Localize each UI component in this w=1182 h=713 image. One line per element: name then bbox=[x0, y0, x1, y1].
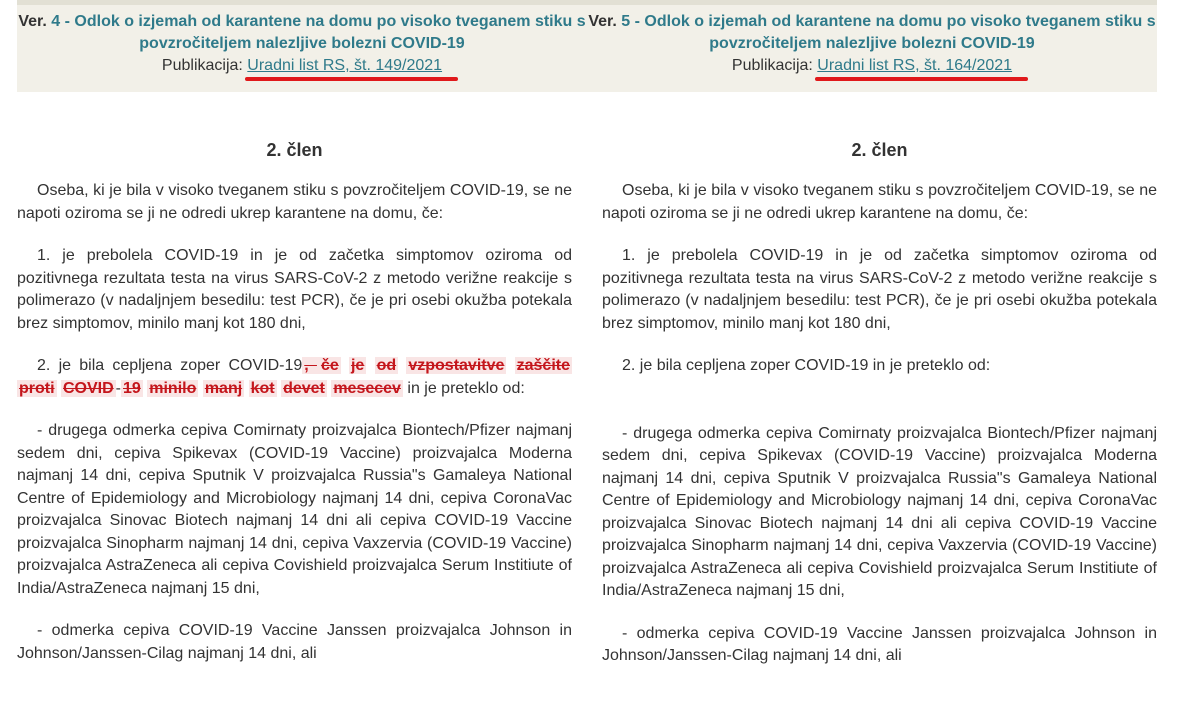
deleted-text: manj bbox=[204, 379, 243, 397]
deleted-text: kot bbox=[250, 379, 275, 397]
publication-link[interactable] bbox=[247, 57, 442, 74]
deleted-text: 19 bbox=[123, 379, 141, 397]
version-number: 5 bbox=[621, 13, 631, 30]
publication-label: Publikacija: bbox=[161, 57, 248, 74]
paragraph-with-deletions bbox=[17, 355, 572, 400]
deleted-text: minilo bbox=[149, 379, 197, 397]
publication-line bbox=[587, 55, 1157, 77]
red-underline-annotation bbox=[815, 77, 1028, 81]
paragraph: - drugega odmerka cepiva Comirnaty proizvajalca Biontech/Pfizer najmanj sedem dni, cepiva Spikevax (COVID-19 Vaccine) proizvajalca Moderna najmanj 14 dni, cepiva Sputnik V proizvajalca Russia"s Gamaleya National Centre of Epidemiology and Microbiology najmanj 14 dni, cepiva CoronaVac proizvajalca Sinovac Biotech najmanj 14 dni ali cepiva COVID-19 Vaccine proizvajalca Sinopharm najmanj 14 dni, cepiva Vaxzervia (COVID-19 Vaccine) proizvajalca AstraZeneca ali cepiva Covishield proizvajalca Serum Institiute of India/AstraZeneca najmanj 15 dni, bbox=[17, 422, 572, 597]
publication-link[interactable] bbox=[817, 57, 1012, 74]
deleted-text: je bbox=[350, 357, 365, 374]
deleted-text: vzpostavitve bbox=[408, 357, 505, 374]
deleted-text: proti bbox=[19, 379, 55, 397]
right-article-column bbox=[602, 138, 1157, 688]
paragraph: 2. je bila cepljena zoper COVID-19 in je preteklo od: bbox=[622, 357, 991, 374]
paragraph: - odmerka cepiva COVID-19 Vaccine Janssen proizvajalca Johnson in Johnson/Janssen-Cilag najmanj 14 dni, ali bbox=[17, 622, 572, 662]
deleted-text: če bbox=[320, 357, 339, 374]
alignment-spacer bbox=[602, 378, 1157, 423]
deleted-text: zaščite bbox=[516, 357, 570, 374]
paragraph-text: in je preteklo od: bbox=[402, 379, 525, 397]
version-number: 4 bbox=[51, 13, 61, 30]
article-heading: 2. člen bbox=[851, 140, 908, 160]
regulation-title: - Odlok o izjemah od karantene na domu po visoko tveganem stiku s povzročiteljem nalezljive bolezni COVID-19 bbox=[60, 13, 586, 52]
publication-line bbox=[17, 55, 587, 77]
deleted-text: COVID bbox=[63, 379, 114, 397]
publication-link-text[interactable]: Uradni list RS, št. 149/2021 bbox=[247, 57, 443, 74]
article-heading: 2. člen bbox=[266, 140, 323, 160]
paragraph-text: 2. je bila cepljena zoper COVID-19 bbox=[37, 357, 303, 374]
red-underline-annotation bbox=[245, 77, 458, 81]
left-version-title bbox=[17, 11, 587, 55]
deleted-text: , bbox=[304, 357, 317, 374]
left-article-column bbox=[17, 138, 572, 685]
right-version-title bbox=[587, 11, 1157, 55]
paragraph: - odmerka cepiva COVID-19 Vaccine Janssen proizvajalca Johnson in Johnson/Janssen-Cilag najmanj 14 dni, ali bbox=[602, 624, 1157, 664]
left-version-header bbox=[17, 11, 587, 77]
paragraph: - drugega odmerka cepiva Comirnaty proizvajalca Biontech/Pfizer najmanj sedem dni, cepiva Spikevax (COVID-19 Vaccine) proizvajalca Moderna najmanj 14 dni, cepiva Sputnik V proizvajalca Russia"s Gamaleya National Centre of Epidemiology and Microbiology najmanj 14 dni, cepiva CoronaVac proizvajalca Sinovac Biotech najmanj 14 dni ali cepiva COVID-19 Vaccine proizvajalca Sinopharm najmanj 14 dni, cepiva Vaxzervia (COVID-19 Vaccine) proizvajalca AstraZeneca ali cepiva Covishield proizvajalca Serum Institiute of India/AstraZeneca najmanj 15 dni, bbox=[602, 424, 1157, 599]
deleted-text: mesecev bbox=[333, 379, 401, 397]
version-label: Ver. bbox=[18, 13, 47, 30]
paragraph: Oseba, ki je bila v visoko tveganem stiku s povzročiteljem COVID-19, se ne napoti oziroma se ji ne odredi ukrep karantene na domu, če: bbox=[602, 182, 1157, 222]
paragraph: Oseba, ki je bila v visoko tveganem stiku s povzročiteljem COVID-19, se ne napoti oziroma se ji ne odredi ukrep karantene na domu, če: bbox=[17, 182, 572, 222]
paragraph: 1. je prebolela COVID-19 in je od začetka simptomov oziroma od pozitivnega rezultata testa na virus SARS-CoV-2 z metodo verižne reakcije s polimerazo (v nadaljnjem besedilu: test PCR), če je pri osebi okužba potekala brez simptomov, minilo manj kot 180 dni, bbox=[17, 247, 572, 332]
deleted-text: devet bbox=[283, 379, 325, 397]
publication-link-text[interactable]: Uradni list RS, št. 164/2021 bbox=[817, 57, 1013, 74]
publication-label: Publikacija: bbox=[731, 57, 818, 74]
regulation-title: - Odlok o izjemah od karantene na domu po visoko tveganem stiku s povzročiteljem nalezljive bolezni COVID-19 bbox=[630, 13, 1156, 52]
hyphen-text: - bbox=[115, 379, 121, 397]
deleted-text: od bbox=[376, 357, 397, 374]
version-label: Ver. bbox=[588, 13, 617, 30]
right-version-header bbox=[587, 11, 1157, 77]
paragraph: 1. je prebolela COVID-19 in je od začetka simptomov oziroma od pozitivnega rezultata testa na virus SARS-CoV-2 z metodo verižne reakcije s polimerazo (v nadaljnjem besedilu: test PCR), če je pri osebi okužba potekala brez simptomov, minilo manj kot 180 dni, bbox=[602, 247, 1157, 332]
